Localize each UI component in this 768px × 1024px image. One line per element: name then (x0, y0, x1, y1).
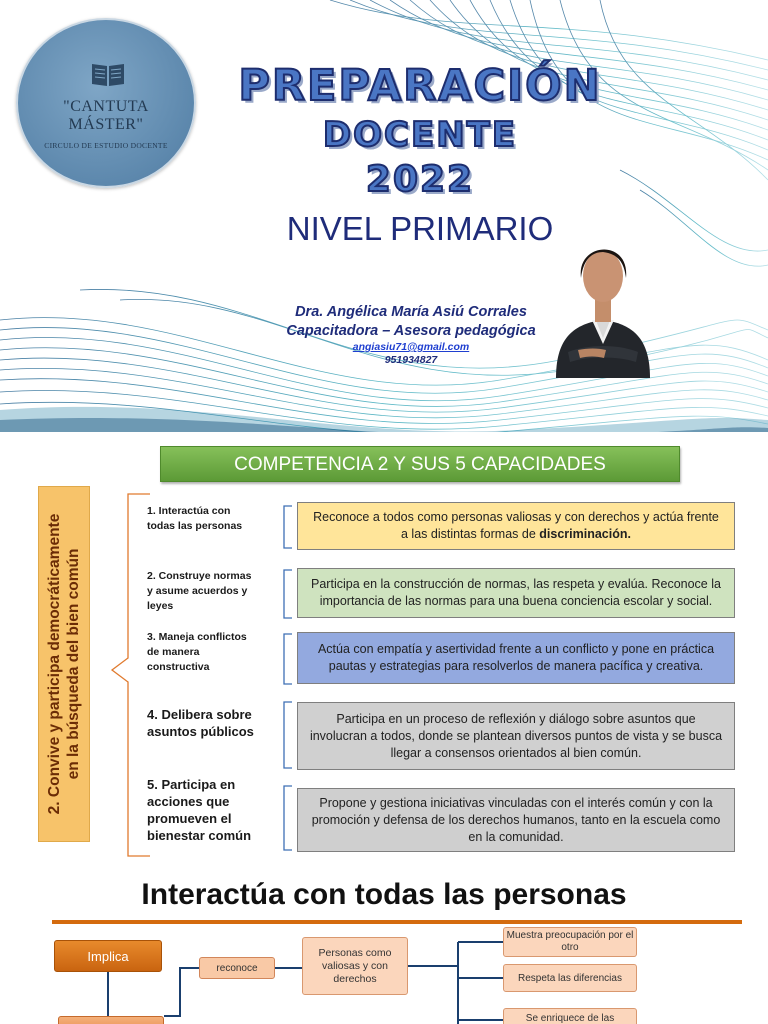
capacity-5-description: Propone y gestiona iniciativas vinculadas con el interés común y con la promoción y defensa de los derechos humanos, tanto en la escuela como en la comunidad. (297, 788, 735, 852)
concept-map-slide (0, 870, 768, 1024)
title-line2: DOCENTE (322, 115, 518, 155)
keyword-bold: discriminación. (539, 527, 631, 541)
competence-title-line1: 2. Convive y participa democráticamente (46, 513, 63, 815)
cantuta-master-logo (16, 18, 196, 188)
competence-slide (0, 432, 768, 870)
author-role: Capacitadora – Asesora pedagógica (286, 323, 536, 339)
capacity-1-label: 1. Interactúa con todas las personas (147, 505, 243, 532)
implica-node: Implica (54, 940, 162, 972)
author-name: Dra. Angélica María Asiú Corrales (295, 304, 527, 320)
capacity-2-label: 2. Construye normas y asume acuerdos y leyes (147, 570, 252, 612)
capacity-2-description: Participa en la construcción de normas, las respeta y evalúa. Reconoce la importancia de las normas para una buena conciencia escolar y social. (297, 568, 735, 618)
title-year: 2022 (365, 159, 475, 200)
personas-node: Personas como valiosas y con derechos (302, 937, 408, 995)
capacity-5-label: 5. Participa en acciones que promueven el bienestar común (147, 777, 252, 843)
reconoce-node: reconoce (199, 957, 275, 979)
competence-title-line2: en la búsqueda del bien común (65, 548, 82, 780)
implica-child-node (58, 1016, 164, 1024)
capacity-3-description: Actúa con empatía y asertividad frente a un conflicto y pone en práctica pautas y estrategias para resolverlos de manera pacífica y creativa. (297, 632, 735, 684)
open-book-icon (90, 60, 126, 88)
logo-name-line1: "CANTUTA (63, 98, 149, 115)
result-node-3: Se enriquece de las (503, 1008, 637, 1024)
capacity-3-label: 3. Maneja conflictos de manera constructiva (147, 631, 247, 673)
level-heading: NIVEL PRIMARIO (286, 210, 554, 247)
result-node-2: Respeta las diferencias (503, 964, 637, 992)
result-node-1: Muestra preocupación por el otro (503, 927, 637, 957)
cover-slide (0, 0, 768, 432)
capacity-4-label: 4. Delibera sobre asuntos públicos (147, 707, 254, 739)
logo-tagline: CIRCULO DE ESTUDIO DOCENTE (44, 141, 168, 150)
competence-banner: COMPETENCIA 2 Y SUS 5 CAPACIDADES (160, 446, 680, 482)
title-line1: PREPARACIÓN (238, 61, 602, 111)
capacity-1-description: Reconoce a todos como personas valiosas y con derechos y actúa frente a las distintas formas de discriminación. (297, 502, 735, 550)
slide3-title: Interactúa con todas las personas (141, 878, 627, 911)
capacity-4-description: Participa en un proceso de reflexión y diálogo sobre asuntos que involucran a todos, donde se plantean diversos puntos de vista y se busca llegar a consensos orientados al bien común. (297, 702, 735, 770)
logo-name-line2: MÁSTER" (68, 116, 144, 133)
author-phone: 951934827 (384, 354, 438, 366)
author-email-link[interactable]: angiasiu71@gmail.com (352, 341, 470, 353)
author-photo (548, 232, 658, 378)
